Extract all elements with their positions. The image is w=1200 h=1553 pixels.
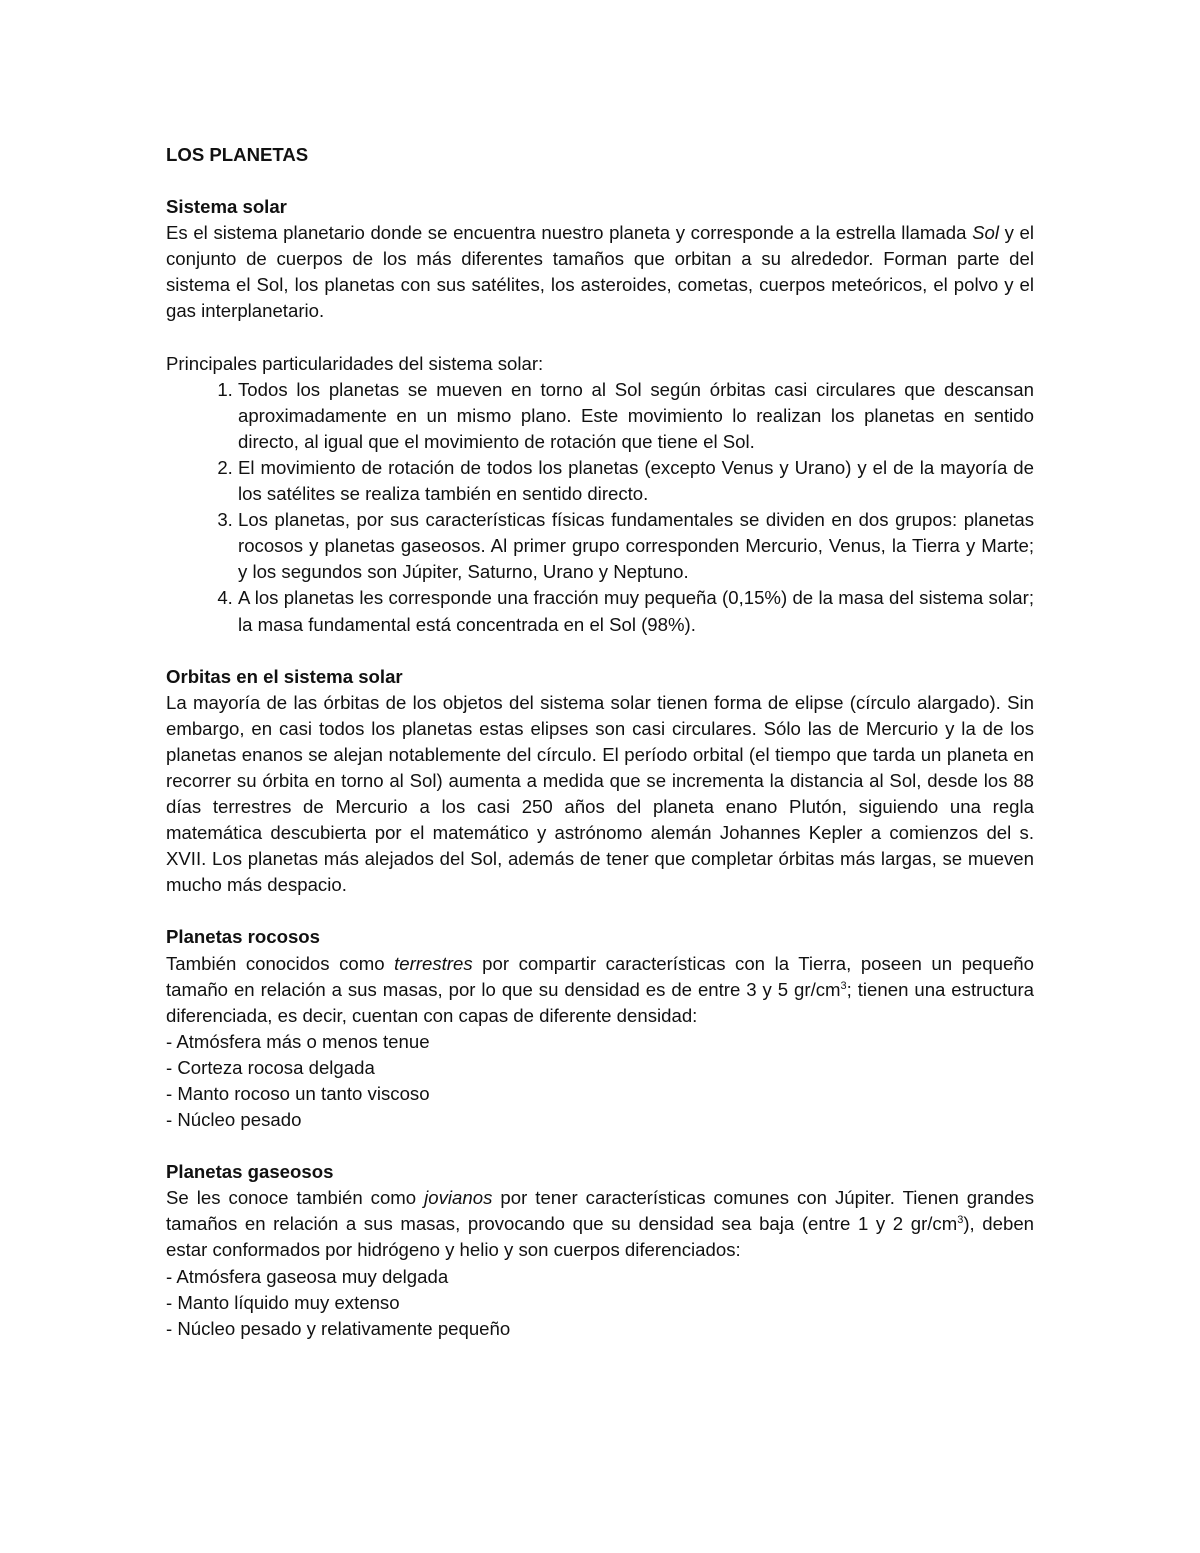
rocosos-layers-list bbox=[166, 1029, 1034, 1133]
document-title: LOS PLANETAS bbox=[166, 144, 309, 165]
section-orbitas bbox=[166, 664, 1034, 899]
section-planetas-gaseosos bbox=[166, 1159, 1034, 1342]
emphasis-terrestres: terrestres bbox=[394, 952, 473, 974]
paragraph-particularidades-intro: Principales particularidades del sistema solar: bbox=[166, 352, 544, 374]
text-run: ), deben estar conformados por hidrógeno y helio y son cuerpos diferenciados: bbox=[166, 1213, 1034, 1261]
text-run: y el conjunto de cuerpos de los más diferentes tamaños que orbitan a su alrededor. Forman parte del sistema el Sol, los planetas con sus satélites, los asteroides, cometas, cuerpos meteóricos, el polvo y el gas interplanetario. bbox=[166, 222, 1034, 322]
text-run: ; tienen una estructura diferenciada, es decir, cuentan con capas de diferente densidad: bbox=[166, 978, 1034, 1026]
list-item: 4. A los planetas les corresponde una fracción muy pequeña (0,15%) de la masa del sistema solar; la masa fundamental está concentrada en el Sol (98%). bbox=[238, 585, 1034, 637]
superscript: 3 bbox=[957, 1214, 964, 1227]
text-run: También conocidos como bbox=[166, 952, 395, 974]
heading-orbitas: Orbitas en el sistema solar bbox=[166, 665, 403, 687]
paragraph-planetas-gaseosos bbox=[166, 1185, 1034, 1263]
emphasis-jovianos: jovianos bbox=[424, 1187, 493, 1209]
list-item: 2. El movimiento de rotación de todos los planetas (excepto Venus y Urano) y el de la mayoría de los satélites se realiza también en sentido directo. bbox=[238, 455, 1034, 507]
list-item: - Manto rocoso un tanto viscoso bbox=[166, 1083, 430, 1104]
list-item: - Núcleo pesado y relativamente pequeño bbox=[166, 1317, 511, 1339]
paragraph-planetas-rocosos bbox=[166, 951, 1034, 1029]
superscript: 3 bbox=[840, 979, 847, 992]
emphasis-sol: Sol bbox=[972, 222, 999, 244]
particularidades-list bbox=[166, 377, 1034, 638]
gaseosos-layers-list bbox=[166, 1264, 1034, 1342]
list-item: - Atmósfera más o menos tenue bbox=[166, 1030, 430, 1052]
section-planetas-rocosos bbox=[166, 924, 1034, 1133]
text-run: Se les conoce también como bbox=[166, 1187, 425, 1209]
list-item: 3. Los planetas, por sus características físicas fundamentales se dividen en dos grupos: planetas rocosos y planetas gaseosos. Al primer grupo corresponden Mercurio, Venus, la Tierra y Marte; y los segundos son Júpiter, Saturno, Urano y Neptuno. bbox=[238, 507, 1034, 585]
heading-planetas-gaseosos: Planetas gaseosos bbox=[166, 1161, 334, 1183]
text-run: Es el sistema planetario donde se encuentra nuestro planeta y corresponde a la estrella llamada bbox=[166, 222, 973, 244]
list-item: - Atmósfera gaseosa muy delgada bbox=[166, 1265, 449, 1287]
heading-sistema-solar: Sistema solar bbox=[166, 196, 287, 218]
paragraph-sistema-solar bbox=[166, 220, 1034, 324]
text-run: por tener características comunes con Júpiter. Tienen grandes tamaños en relación a sus masas, provocando que su densidad sea baja (entre 1 y 2 gr/cm bbox=[166, 1187, 1034, 1235]
paragraph-orbitas: La mayoría de las órbitas de los objetos del sistema solar tienen forma de elipse (círculo alargado). Sin embargo, en casi todos los planetas estas elipses son casi circulares. Sólo las de Mercurio y la de los planetas enanos se alejan notablemente del círculo. El período orbital (el tiempo que tarda un planeta en recorrer su órbita en torno al Sol) aumenta a medida que se incrementa la distancia al Sol, desde los 88 días terrestres de Mercurio a los casi 250 años del planeta enano Plutón, siguiendo una regla matemática descubierta por el matemático y astrónomo alemán Johannes Kepler a comienzos del s. XVII. Los planetas más alejados del Sol, además de tener que completar órbitas más largas, se mueven mucho más despacio. bbox=[166, 691, 1034, 896]
list-item: 1. Todos los planetas se mueven en torno al Sol según órbitas casi circulares que descansan aproximadamente en un mismo plano. Este movimiento lo realizan los planetas en sentido directo, al igual que el movimiento de rotación que tiene el Sol. bbox=[238, 377, 1034, 455]
list-item: - Corteza rocosa delgada bbox=[166, 1056, 375, 1078]
text-run: por compartir características con la Tierra, poseen un pequeño tamaño en relación a sus masas, por lo que su densidad es de entre 3 y 5 gr/cm bbox=[166, 952, 1034, 1000]
list-item: - Núcleo pesado bbox=[166, 1109, 302, 1131]
heading-planetas-rocosos: Planetas rocosos bbox=[166, 926, 320, 948]
list-item: - Manto líquido muy extenso bbox=[166, 1291, 400, 1313]
section-sistema-solar bbox=[166, 194, 1034, 638]
